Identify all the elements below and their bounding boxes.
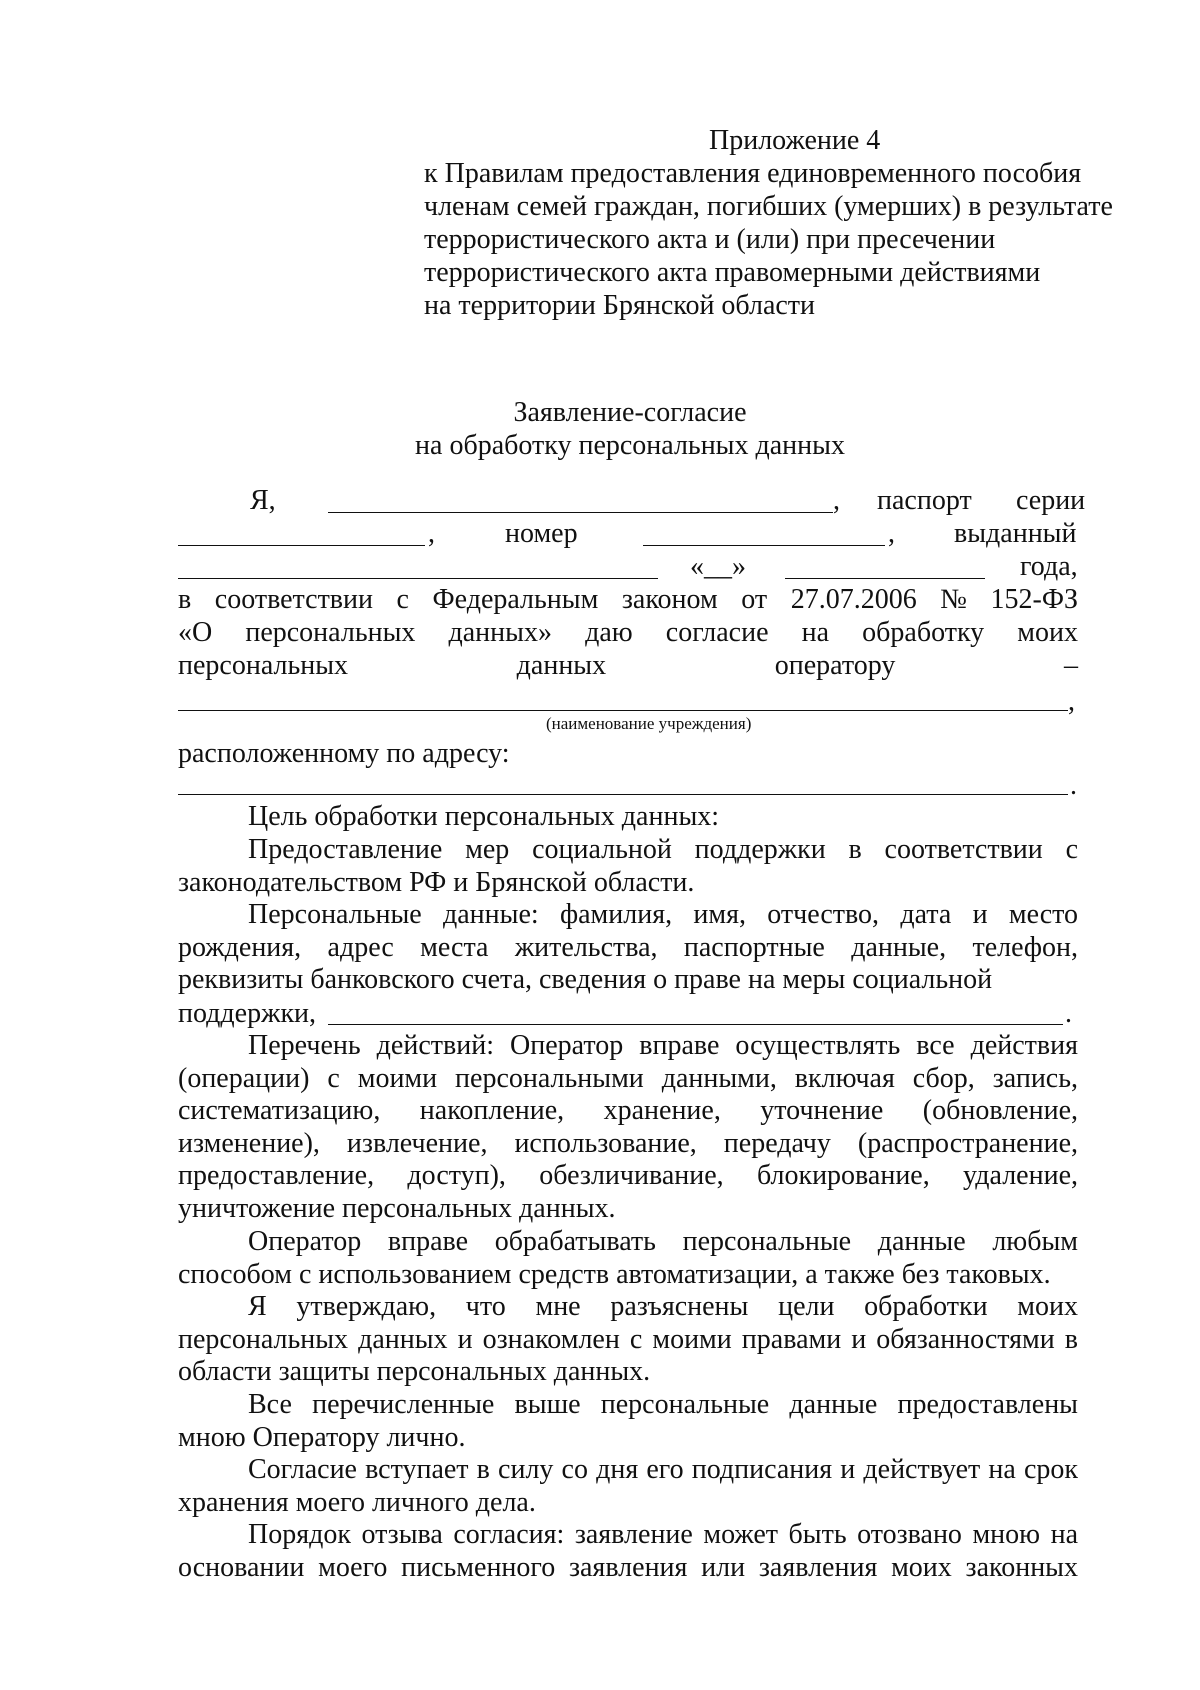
validity-text: Согласие вступает в силу со дня его подписания и действует на срок хранения моего личного дела. <box>178 1454 1078 1518</box>
law-number: 152-ФЗ <box>990 584 1078 615</box>
issue-day-field[interactable]: «__» <box>690 551 746 582</box>
appendix-number: Приложение 4 <box>709 125 881 156</box>
word: моих <box>1017 617 1078 648</box>
consent-line <box>178 616 1078 650</box>
methods-paragraph <box>178 1226 1078 1291</box>
revoke-text: Порядок отзыва согласия: заявление может быть отозвано мною на основании моего письменного заявления или заявления моих законных <box>178 1519 1078 1583</box>
comma: , <box>1068 686 1075 717</box>
number-sign: № <box>940 584 967 615</box>
operator-line <box>178 649 1078 683</box>
document-title: Заявление-согласие <box>513 397 747 428</box>
methods-text: Оператор вправе обрабатывать персональные данные любым способом с использованием средств автоматизации, а также без таковых. <box>178 1226 1078 1290</box>
word: данных» <box>448 617 552 648</box>
word: от <box>741 584 768 615</box>
word: в <box>178 584 192 615</box>
word: данных <box>516 650 607 681</box>
purpose-text: Предоставление мер социальной поддержки в соответствии с законодательством РФ и Брянской области. <box>178 834 1078 898</box>
comma: , <box>428 518 435 549</box>
purpose-label: Цель обработки персональных данных: <box>248 801 720 832</box>
header-line: членам семей граждан, погибших (умерших) в результате <box>424 191 1113 222</box>
word: согласие <box>665 617 769 648</box>
comma: , <box>833 485 840 516</box>
word: на <box>801 617 830 648</box>
word: соответствии <box>214 584 373 615</box>
provided-text: Все перечисленные выше персональные данные предоставлены мною Оператору лично. <box>178 1389 1078 1453</box>
confirm-paragraph <box>178 1291 1078 1389</box>
provided-paragraph <box>178 1389 1078 1454</box>
address-label: расположенному по адресу: <box>178 738 510 769</box>
pronoun-label: Я, <box>250 485 276 516</box>
organization-caption: (наименование учреждения) <box>546 714 752 733</box>
header-line: к Правилам предоставления единовременного пособия <box>424 158 1082 189</box>
passport-series-field[interactable] <box>178 545 425 546</box>
data-list-paragraph <box>178 899 1078 997</box>
header-line: террористического акта и (или) при пресечении <box>424 224 996 255</box>
actions-paragraph <box>178 1030 1078 1226</box>
number-label: номер <box>505 518 578 549</box>
passport-number-field[interactable] <box>643 545 885 546</box>
series-label: серии <box>1016 485 1086 516</box>
word: обработку <box>862 617 985 648</box>
form-row-issued <box>178 550 1078 584</box>
issue-date-field[interactable] <box>785 578 985 579</box>
issued-label: выданный <box>954 518 1077 549</box>
word: персональных <box>245 617 416 648</box>
confirm-text: Я утверждаю, что мне разъяснены цели обработки моих персональных данных и ознакомлен с моими правами и обязанностями в области защиты персональных данных. <box>178 1291 1078 1388</box>
address-field[interactable] <box>178 794 1068 795</box>
word: персональных <box>178 650 349 681</box>
word: даю <box>585 617 633 648</box>
period: . <box>1070 770 1077 801</box>
year-label: года, <box>1020 551 1078 582</box>
dash: – <box>1063 650 1078 681</box>
law-reference-line <box>178 583 1078 617</box>
period: . <box>1065 998 1072 1029</box>
validity-paragraph <box>178 1454 1078 1519</box>
revoke-paragraph <box>178 1519 1078 1584</box>
comma: , <box>888 518 895 549</box>
purpose-paragraph <box>178 834 1078 899</box>
header-line: на территории Брянской области <box>424 290 816 321</box>
word: Федеральным <box>432 584 599 615</box>
form-row-number <box>178 517 1078 551</box>
word: с <box>396 584 409 615</box>
data-list-text: Персональные данные: фамилия, имя, отчество, дата и место рождения, адрес места жительства, паспортные данные, телефон, реквизиты банковского счета, сведения о праве на меры социальной <box>178 899 1078 996</box>
document-subtitle: на обработку персональных данных <box>415 430 845 461</box>
law-date: 27.07.2006 <box>790 584 917 615</box>
word: законом <box>621 584 718 615</box>
word: «О <box>178 617 213 648</box>
data-list-end: поддержки, <box>178 998 317 1029</box>
header-line: террористического акта правомерными действиями <box>424 257 1041 288</box>
word: оператору <box>774 650 896 681</box>
actions-text: Перечень действий: Оператор вправе осуществлять все действия (операции) с моими персональными данными, включая сбор, запись, систематизацию, накопление, хранение, уточнение (обновление, изменение), извлечение, использование, передачу (распространение, предоставление, доступ), обезличивание, блокирование, удаление, уничтожение персональных данных. <box>178 1030 1078 1224</box>
additional-data-field[interactable] <box>328 1024 1063 1025</box>
organization-name-field[interactable] <box>178 710 1068 711</box>
passport-label: паспорт <box>877 485 972 516</box>
full-name-field[interactable] <box>328 512 833 513</box>
issued-by-field[interactable] <box>178 578 658 579</box>
form-row-name <box>178 484 1086 518</box>
